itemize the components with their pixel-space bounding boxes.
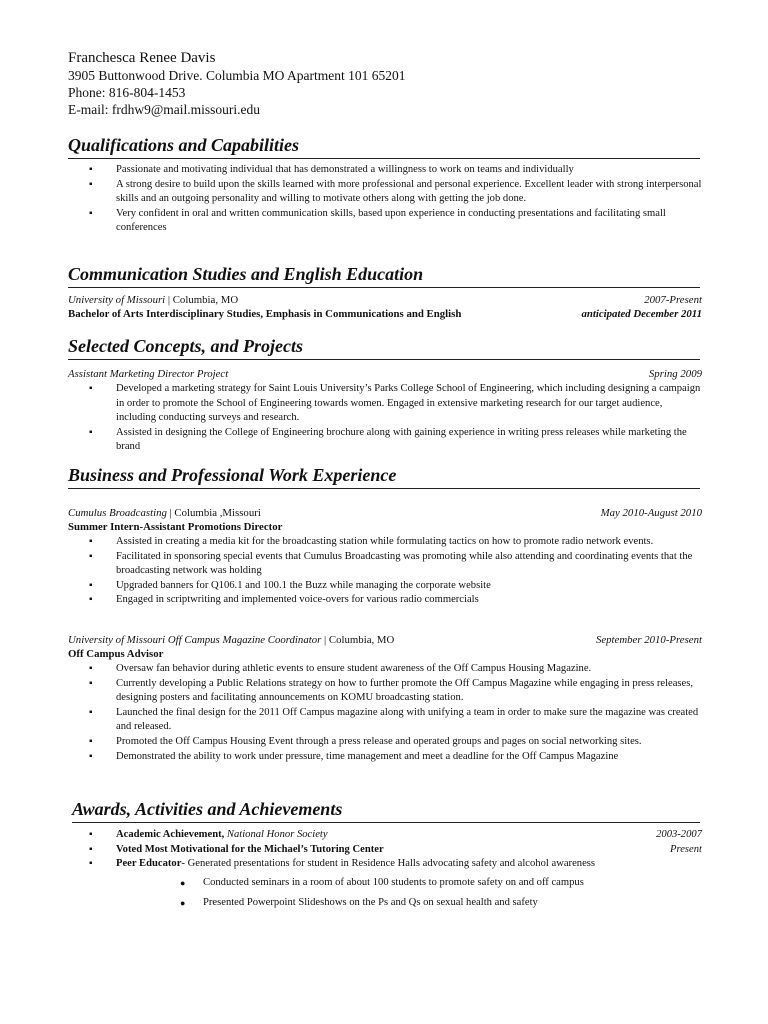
list-item: ● Conducted seminars in a room of about 100 students to promote safety on and off campus bbox=[68, 873, 702, 893]
job2-list bbox=[68, 662, 702, 764]
list-item: ▪ Passionate and motivating individual that has demonstrated a willingness to work on teams and individually bbox=[68, 163, 702, 178]
phone-line: Phone: 816-804-1453 bbox=[68, 85, 186, 100]
job1-location: | Columbia ,Missouri bbox=[166, 507, 261, 519]
job2-company: University of Missouri Off Campus Magazine Coordinator bbox=[68, 634, 322, 646]
list-item: ▪ Facilitated in sponsoring special events that Cumulus Broadcasting was promoting while also attending and coordinating events that the broadcasting network was holding bbox=[68, 550, 702, 579]
award-2-dates: Present bbox=[670, 843, 702, 855]
list-item: ▪ Engaged in scriptwriting and implemented voice-overs for various radio commercials bbox=[68, 593, 702, 608]
qualifications-heading: Qualifications and Capabilities bbox=[68, 134, 700, 159]
list-item: ▪ A strong desire to build upon the skills learned with more professional and personal experience. Excellent leader with strong interpersonal skills and an outgoing personality and willing to motivate others along with getting the job done. bbox=[68, 178, 702, 207]
email-line: E-mail: frdhw9@mail.missouri.edu bbox=[68, 102, 261, 117]
awards-heading: Awards, Activities and Achievements bbox=[72, 798, 700, 823]
list-item: ▪ Launched the final design for the 2011 Off Campus magazine along with unifying a team in order to make sure the magazine was created and released. bbox=[68, 706, 702, 735]
list-item: ▪ Developed a marketing strategy for Saint Louis University’s Parks College School of Engineering, which including designing a campaign in order to promote the School of Engineering towards women. Engaged in extensive marketing research for our target audience, including conducting surveys and research. bbox=[68, 382, 702, 426]
education-heading: Communication Studies and English Education bbox=[68, 263, 700, 288]
list-item bbox=[68, 843, 702, 858]
project-role: Assistant Marketing Director Project bbox=[68, 368, 229, 380]
list-item: ● Presented Powerpoint Slideshows on the Ps and Qs on sexual health and safety bbox=[68, 893, 702, 913]
list-item bbox=[68, 857, 702, 872]
list-item: ▪ Currently developing a Public Relations strategy on how to further promote the Off Campus Magazine while engaging in press releases, designing posters and facilitating announcements on KOMU broadcasting station. bbox=[68, 677, 702, 706]
job2-position: Off Campus Advisor bbox=[68, 648, 164, 660]
graduation-date: anticipated December 2011 bbox=[581, 308, 702, 320]
award-1-org: National Honor Society bbox=[226, 829, 328, 840]
award-3-text: - Generated presentations for student in Residence Halls advocating safety and alcohol awareness bbox=[181, 858, 596, 870]
job2-dates: September 2010-Present bbox=[595, 634, 702, 646]
award-1-dates: 2003-2007 bbox=[656, 829, 702, 840]
degree-name: Bachelor of Arts Interdisciplinary Studies, Emphasis in Communications and English bbox=[68, 308, 462, 320]
projects-heading: Selected Concepts, and Projects bbox=[68, 335, 700, 360]
list-item: ▪ Upgraded banners for Q106.1 and 100.1 the Buzz while managing the corporate website bbox=[68, 579, 702, 594]
list-item: ▪ Promoted the Off Campus Housing Event through a press release and operated groups and pages on social networking sites. bbox=[68, 735, 702, 750]
school-location: | Columbia, MO bbox=[165, 294, 239, 306]
school-name: University of Missouri bbox=[68, 294, 166, 306]
award-1-title: Academic Achievement, bbox=[116, 829, 227, 840]
peer-educator-sublist bbox=[68, 873, 702, 913]
job2-location: | Columbia, MO bbox=[321, 634, 395, 646]
work-heading: Business and Professional Work Experience bbox=[68, 464, 700, 489]
job1-dates: May 2010-August 2010 bbox=[600, 507, 702, 519]
qualifications-list bbox=[68, 163, 702, 236]
awards-list bbox=[68, 828, 702, 872]
applicant-name: Franchesca Renee Davis bbox=[68, 50, 216, 66]
education-dates: 2007-Present bbox=[644, 294, 702, 306]
list-item: ▪ Demonstrated the ability to work under pressure, time management and meet a deadline for the Off Campus Magazine bbox=[68, 750, 702, 765]
list-item bbox=[68, 828, 702, 843]
award-2-title: Voted Most Motivational for the Michael’s Tutoring Center bbox=[116, 843, 384, 855]
job1-position: Summer Intern-Assistant Promotions Director bbox=[68, 521, 283, 533]
address-line: 3905 Buttonwood Drive. Columbia MO Apartment 101 65201 bbox=[68, 68, 406, 83]
project-dates: Spring 2009 bbox=[648, 368, 702, 380]
list-item: ▪ Very confident in oral and written communication skills, based upon experience in conducting presentations and facilitating small conferences bbox=[68, 207, 702, 236]
list-item: ▪ Oversaw fan behavior during athletic events to ensure student awareness of the Off Campus Housing Magazine. bbox=[68, 662, 702, 677]
job1-company: Cumulus Broadcasting bbox=[68, 507, 167, 519]
list-item: ▪ Assisted in designing the College of Engineering brochure along with gaining experience in writing press releases while marketing the brand bbox=[68, 426, 702, 455]
job1-list bbox=[68, 535, 702, 608]
award-3-title: Peer Educator bbox=[116, 858, 182, 870]
list-item: ▪ Assisted in creating a media kit for the broadcasting station while formulating tactics on how to promote radio network events. bbox=[68, 535, 702, 550]
contact-block bbox=[68, 50, 405, 118]
projects-list bbox=[68, 382, 702, 455]
